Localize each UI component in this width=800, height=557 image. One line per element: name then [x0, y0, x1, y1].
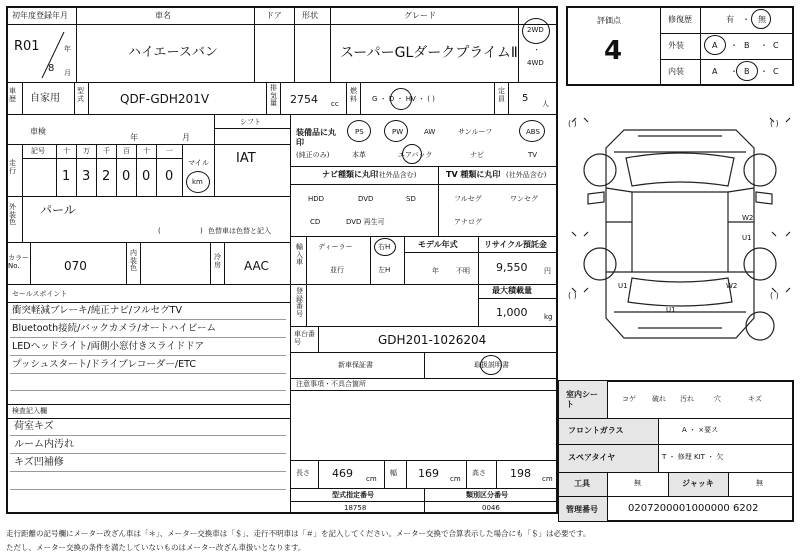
tools-label: 工具 — [574, 479, 590, 488]
chassis-label: 車台番号 — [294, 330, 315, 347]
door-label: ドア — [266, 11, 282, 20]
manual: 取扱説明書 — [474, 361, 509, 369]
shift: IAT — [236, 151, 256, 166]
jack-value: 無 — [756, 479, 763, 487]
mileage-place-4: 十 — [143, 147, 150, 155]
import-label: 輸入車 — [296, 243, 303, 267]
interior-opt-dot2: ・ — [760, 67, 768, 76]
exterior-a-circle — [704, 35, 726, 55]
chassis-value: GDH201-1026204 — [378, 333, 487, 347]
sales-point-line-3: プッシュスタート/ドライブレコーダー/ETC — [12, 359, 196, 370]
import-parallel: 並行 — [330, 266, 344, 274]
height-value: 198 — [510, 467, 531, 480]
sales-point-line-2: LEDヘッドライト/両側小窓付きスライドドア — [12, 341, 204, 352]
interior-label: 内装 — [668, 67, 684, 76]
damage-label-2: W2 — [742, 214, 754, 222]
damage-label-4: U1 — [742, 234, 752, 242]
height-label: 高さ — [472, 469, 486, 477]
tv-label: TV 種類に丸印 — [446, 170, 501, 179]
model: QDF-GDH201V — [120, 92, 210, 106]
color-paren-open: ( — [158, 227, 161, 235]
spare-options: T ・ 修理 KIT ・ 欠 — [662, 453, 724, 461]
length-value: 469 — [332, 467, 353, 480]
tv-sub: (社外品含む) — [506, 171, 547, 179]
color-label: 外装色 — [9, 203, 16, 227]
height-unit: cm — [542, 475, 553, 483]
sales-point-line-0: 衝突軽減ブレーキ/純正ナビ/フルセグTV — [12, 305, 182, 316]
mileage-digit-3: 0 — [122, 169, 131, 184]
score: 4 — [604, 36, 623, 66]
exterior-opt-dot1: ・ — [730, 41, 738, 50]
color-paren-close: ) — [200, 227, 203, 235]
tv-analog: アナログ — [454, 218, 482, 226]
drive-2wd: 2WD — [527, 26, 544, 34]
equip-pw: PW — [392, 128, 404, 136]
navi-dvd-play: DVD 再生可 — [346, 218, 385, 226]
equip-pw-circle — [384, 120, 408, 142]
mileage-place-3: 百 — [123, 147, 130, 155]
score-label: 評価点 — [597, 16, 621, 25]
inspection-label: 車検 — [30, 127, 46, 136]
seat-opt-1: 破れ — [652, 395, 666, 403]
repair-opt-no: 無 — [758, 15, 766, 24]
mileage-place-1: 万 — [83, 147, 90, 155]
capacity-unit: 人 — [542, 100, 549, 108]
equip-airbag: エアバック — [398, 151, 433, 159]
notes-label: 注意事項・不具合箇所 — [296, 380, 366, 388]
repair-no-circle — [751, 9, 771, 29]
width-value: 169 — [418, 467, 439, 480]
color-no-value: 070 — [64, 259, 87, 273]
model-label: 型式 — [77, 87, 84, 103]
recycle-unit: 円 — [544, 267, 551, 275]
mileage-place-5: 一 — [166, 147, 173, 155]
mileage-unit-label: 記号 — [31, 147, 45, 155]
width-unit: cm — [450, 475, 461, 483]
repair-opt-yes: 有 — [726, 15, 734, 24]
grade: スーパーGLダークプライムⅡ — [340, 45, 518, 61]
exterior-opt-c: C — [773, 41, 779, 50]
drive-dot: ・ — [533, 46, 540, 54]
max-load-label: 最大積載量 — [492, 286, 532, 295]
color-note: 色替車は色替と記入 — [208, 227, 271, 235]
equip-abs-circle — [519, 120, 545, 142]
class-value: 0046 — [482, 504, 500, 512]
glass-label: フロントガラス — [568, 426, 624, 435]
first-reg-label: 初年度登録年月 — [12, 11, 68, 20]
navi-cd: CD — [310, 218, 321, 226]
svg-text:( ): ( ) — [568, 119, 577, 128]
equip-ps-circle — [347, 120, 371, 142]
color-value: パール — [40, 203, 76, 217]
damage-label-1: U1 — [666, 306, 676, 314]
mgmt-value: 0207200001000000 6202 — [628, 503, 759, 514]
shape-label: 形状 — [302, 11, 318, 20]
mgmt-label: 管理番号 — [566, 505, 598, 514]
sales-point-line-1: Bluetooth接続/バックカメラ/オートハイビーム — [12, 323, 216, 334]
equip-abs: ABS — [526, 128, 540, 136]
mileage-place-2: 千 — [103, 147, 110, 155]
fuel-label: 燃料 — [350, 87, 357, 103]
first-reg-month-suffix: 月 — [64, 69, 71, 77]
km-circle — [186, 171, 210, 193]
interior-opt-a: A — [712, 67, 718, 76]
ac-value: AAC — [244, 259, 269, 273]
equip-sunroof: サンルーフ — [458, 128, 493, 136]
equip-aw: AW — [424, 128, 436, 136]
type-label: 型式指定番号 — [332, 491, 374, 499]
interior-b-circle — [736, 61, 758, 81]
right-h-circle — [374, 238, 396, 256]
use: 自家用 — [30, 93, 60, 104]
mileage-digit-0: 1 — [62, 169, 71, 184]
seat-opt-3: 穴 — [714, 395, 721, 403]
damage-label-0: U1 — [618, 282, 628, 290]
seat-opt-2: 汚れ — [680, 395, 694, 403]
grade-label: グレード — [404, 11, 436, 20]
shift-label: シフト — [240, 118, 261, 126]
car-name: ハイエースバン — [128, 45, 218, 60]
interior-color-label: 内装色 — [130, 249, 137, 273]
svg-text:( ): ( ) — [568, 291, 577, 300]
model-year-label: モデル年式 — [418, 240, 458, 249]
displacement-unit: cc — [331, 100, 339, 108]
equip-tv: TV — [528, 151, 538, 159]
manual-circle — [480, 355, 502, 375]
km-label: km — [192, 178, 203, 186]
recycle-label: リサイクル預託金 — [484, 240, 547, 249]
exterior-opt-b: B — [744, 41, 750, 50]
navi-sub: (社外品含む) — [376, 171, 417, 179]
fuel-options: G ・ D ・ HV ・ ( ) — [372, 95, 435, 103]
seat-opt-0: コゲ — [622, 395, 636, 403]
equipment-sub: (純正のみ) — [296, 151, 330, 159]
inspector-line-2: キズ凹補修 — [14, 457, 64, 468]
capacity-label: 定員 — [498, 87, 505, 103]
type-value: 18758 — [344, 504, 367, 512]
ac-label: 冷房 — [214, 253, 221, 269]
repair-label: 修復歴 — [668, 15, 692, 24]
spare-label: スペアタイヤ — [568, 453, 616, 462]
length-label: 長さ — [296, 469, 310, 477]
displacement-label: 排気量 — [270, 84, 277, 108]
repair-opt-dot: ・ — [742, 15, 750, 24]
equip-ps: PS — [355, 128, 364, 136]
import-dealer: ディーラー — [318, 243, 353, 251]
exterior-opt-dot2: ・ — [760, 41, 768, 50]
mileage-label: 走行 — [9, 159, 16, 175]
car-name-label: 車名 — [155, 11, 171, 20]
length-unit: cm — [366, 475, 377, 483]
fuel-d-circle — [390, 88, 412, 110]
mileage-digit-4: 0 — [142, 169, 151, 184]
damage-label-3: W2 — [726, 282, 738, 290]
interior-opt-b: B — [744, 67, 750, 76]
model-year-year: 年 — [432, 267, 439, 275]
use-label: 車歴 — [9, 87, 16, 103]
equip-leather: 本革 — [352, 151, 366, 159]
first-reg-era: R01 — [14, 39, 40, 54]
mileage-digit-2: 2 — [102, 169, 111, 184]
inspector-line-0: 荷室キズ — [14, 421, 54, 432]
tv-oneseg: ワンセグ — [510, 195, 538, 203]
tv-fullseg: フルセグ — [454, 195, 482, 203]
mileage-place-0: 十 — [63, 147, 70, 155]
equipment-label: 装備品に丸印 — [296, 128, 336, 148]
import-right-h: 右H — [378, 243, 391, 251]
first-reg-year-suffix: 年 — [64, 45, 71, 53]
interior-opt-dot1: ・ — [730, 67, 738, 76]
class-label: 類別区分番号 — [466, 491, 508, 499]
svg-text:( ): ( ) — [770, 291, 779, 300]
tools-value: 無 — [634, 479, 641, 487]
footer-line1: 走行距離の記号欄にメーター改ざん車は「＊」、メーター交換車は「＄」、走行不明車は「＃」を記入してください。メーター交換で合算表示した場合にも「＄」は必要です。 — [6, 529, 591, 538]
inspector-label: 検査記入欄 — [12, 407, 47, 415]
drive-4wd: 4WD — [527, 59, 544, 67]
import-left-h: 左H — [378, 266, 391, 274]
seat-opt-4: キズ — [748, 395, 762, 403]
navi-dvd: DVD — [358, 195, 374, 203]
navi-sd: SD — [406, 195, 416, 203]
warranty: 新車保証書 — [338, 361, 373, 369]
navi-label: ナビ種類に丸印 — [322, 170, 378, 179]
mile-label: マイル — [188, 159, 209, 167]
sales-point-label: セールスポイント — [12, 290, 68, 298]
registration-label: 登録番号 — [296, 287, 303, 319]
capacity: 5 — [522, 93, 529, 104]
max-load-value: 1,000 — [496, 306, 528, 319]
exterior-opt-a: A — [712, 41, 718, 50]
svg-text:( ): ( ) — [770, 119, 779, 128]
footer-line2: ただし、メーター交換の条件を満たしていないものはメーター改ざん車扱いとなります。 — [6, 543, 306, 552]
mileage-digit-1: 3 — [82, 169, 91, 184]
equip-navi: ナビ — [470, 151, 484, 159]
equip-airbag-circle — [402, 144, 422, 164]
color-no-label: カラーNo. — [8, 254, 29, 271]
inspection-month: 月 — [182, 133, 190, 142]
mileage-digit-5: 0 — [165, 169, 174, 184]
jack-label: ジャッキ — [682, 479, 714, 488]
first-reg-month: 8 — [48, 63, 55, 74]
max-load-unit: kg — [544, 313, 553, 321]
seat-label: 室内シート — [566, 390, 598, 410]
glass-options: A ・ ×要ス — [682, 426, 719, 434]
navi-hdd: HDD — [308, 195, 325, 203]
recycle-value: 9,550 — [496, 261, 528, 274]
displacement: 2754 — [290, 93, 318, 106]
interior-opt-c: C — [773, 67, 779, 76]
exterior-label: 外装 — [668, 41, 684, 50]
model-year-unknown: 不明 — [456, 267, 470, 275]
width-label: 幅 — [390, 469, 397, 477]
vehicle-damage-diagram — [566, 112, 794, 368]
inspection-year: 年 — [130, 133, 138, 142]
inspector-line-1: ルーム内汚れ — [14, 439, 74, 450]
